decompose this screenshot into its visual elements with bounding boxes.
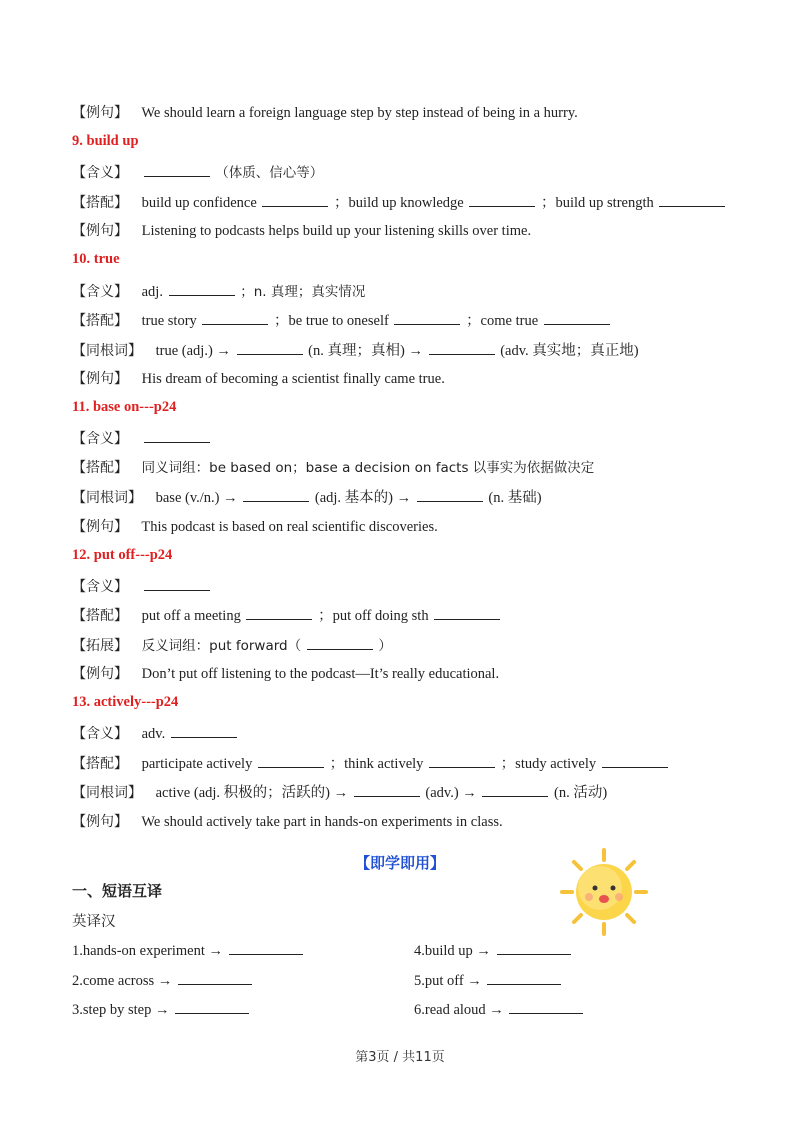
meaning-line — [72, 162, 323, 183]
page-footer: 第3页 / 共11页 — [355, 1050, 445, 1065]
tag-label: 【例句】 — [72, 814, 128, 830]
exercise-prompt: 2.come across → — [72, 973, 173, 989]
exercise-item — [414, 970, 563, 990]
answer-blank[interactable] — [497, 940, 571, 955]
answer-blank[interactable] — [144, 162, 210, 177]
cognate-text: (n. 真理；真相) → — [308, 343, 423, 359]
extension-line — [72, 635, 392, 656]
meaning-text: （体质、信心等） — [215, 165, 324, 181]
extension-text: 反义词组：put forward（ — [141, 638, 302, 654]
sub-title: 英译汉 — [72, 914, 116, 930]
example-line — [72, 517, 438, 537]
example-line — [72, 812, 503, 832]
collocation-text: ；study actively — [500, 756, 597, 772]
tag-label: 【搭配】 — [72, 460, 128, 476]
answer-blank[interactable] — [482, 782, 548, 797]
entry-heading: 10. true — [72, 251, 120, 267]
collocation-line — [72, 753, 670, 774]
tag-label: 【含义】 — [72, 431, 128, 447]
answer-blank[interactable] — [487, 970, 561, 985]
collocation-text: 同义词组：be based on；base a decision on facts 以事实为依据做决定 — [141, 460, 595, 476]
collocation-line — [72, 458, 594, 478]
tag-label: 【例句】 — [72, 105, 128, 121]
answer-blank[interactable] — [394, 310, 460, 325]
example-line — [72, 103, 578, 123]
tag-label: 【同根词】 — [72, 343, 142, 359]
answer-blank[interactable] — [246, 605, 312, 620]
example-text: Don’t put off listening to the podcast—It’s really educational. — [141, 666, 500, 682]
answer-blank[interactable] — [144, 576, 210, 591]
example-text: Listening to podcasts helps build up your listening skills over time. — [141, 223, 532, 239]
tag-label: 【例句】 — [72, 371, 128, 387]
cognate-text: (adv.) → — [425, 785, 477, 801]
exercise-prompt: 3.step by step → — [72, 1002, 170, 1018]
answer-blank[interactable] — [229, 940, 303, 955]
tag-label: 【含义】 — [72, 726, 128, 742]
collocation-text: ；build up strength — [540, 195, 654, 211]
cognate-line — [72, 782, 607, 803]
answer-blank[interactable] — [202, 310, 268, 325]
tag-label: 【含义】 — [72, 579, 128, 595]
example-text: We should learn a foreign language step by step instead of being in a hurry. — [141, 105, 578, 121]
example-line — [72, 221, 531, 241]
answer-blank[interactable] — [429, 340, 495, 355]
entry-heading: 13. actively---p24 — [72, 694, 179, 710]
collocation-text: participate actively — [141, 756, 253, 772]
cognate-text: (n. 基础) — [488, 490, 542, 506]
tag-label: 【含义】 — [72, 165, 128, 181]
answer-blank[interactable] — [434, 605, 500, 620]
meaning-text: ；n. 真理；真实情况 — [240, 284, 366, 300]
tag-label: 【搭配】 — [72, 195, 128, 211]
tag-label: 【搭配】 — [72, 756, 128, 772]
collocation-text: ；put off doing sth — [318, 608, 429, 624]
exercise-prompt: 1.hands-on experiment → — [72, 943, 224, 959]
cognate-text: (n. 活动) — [554, 785, 608, 801]
part-title: 一、短语互译 — [72, 882, 163, 900]
meaning-line — [72, 576, 212, 597]
cognate-text: true (adj.) → — [155, 343, 231, 359]
collocation-text: build up confidence — [141, 195, 257, 211]
answer-blank[interactable] — [417, 487, 483, 502]
answer-blank[interactable] — [509, 999, 583, 1014]
meaning-line — [72, 723, 239, 744]
answer-blank[interactable] — [171, 723, 237, 738]
answer-blank[interactable] — [258, 753, 324, 768]
meaning-text: adj. — [141, 284, 163, 300]
collocation-text: ；come true — [466, 313, 539, 329]
cognate-line — [72, 487, 542, 508]
exercise-prompt: 4.build up → — [414, 943, 491, 959]
extension-text: ） — [378, 638, 392, 654]
answer-blank[interactable] — [602, 753, 668, 768]
tag-label: 【例句】 — [72, 223, 128, 239]
example-text: This podcast is based on real scientific discoveries. — [141, 519, 438, 535]
tag-label: 【例句】 — [72, 519, 128, 535]
example-line — [72, 369, 445, 389]
answer-blank[interactable] — [175, 999, 249, 1014]
exercise-item — [72, 970, 254, 990]
tag-label: 【搭配】 — [72, 608, 128, 624]
example-text: His dream of becoming a scientist finally came true. — [141, 371, 445, 387]
cognate-text: (adv. 真实地；真正地) — [500, 343, 639, 359]
exercise-item — [72, 940, 305, 960]
tag-label: 【含义】 — [72, 284, 128, 300]
collocation-text: true story — [141, 313, 197, 329]
collocation-line — [72, 310, 612, 331]
cognate-line — [72, 340, 639, 361]
answer-blank[interactable] — [169, 281, 235, 296]
exercise-item — [72, 999, 251, 1019]
answer-blank[interactable] — [354, 782, 420, 797]
meaning-text: adv. — [141, 726, 166, 742]
example-line — [72, 664, 499, 684]
answer-blank[interactable] — [469, 192, 535, 207]
collocation-text: ；be true to oneself — [274, 313, 389, 329]
exercise-item — [414, 999, 585, 1019]
entry-heading: 11. base on---p24 — [72, 399, 177, 415]
answer-blank[interactable] — [544, 310, 610, 325]
answer-blank[interactable] — [178, 970, 252, 985]
answer-blank[interactable] — [262, 192, 328, 207]
cognate-text: active (adj. 积极的；活跃的) → — [155, 785, 349, 801]
collocation-line — [72, 605, 502, 626]
example-text: We should actively take part in hands-on experiments in class. — [141, 814, 503, 830]
tag-label: 【拓展】 — [72, 638, 128, 654]
answer-blank[interactable] — [237, 340, 303, 355]
entry-heading: 9. build up — [72, 133, 139, 149]
collocation-text: ；build up knowledge — [334, 195, 464, 211]
meaning-line — [72, 428, 212, 449]
answer-blank[interactable] — [659, 192, 725, 207]
sun-illustration-icon — [556, 846, 652, 938]
collocation-text: put off a meeting — [141, 608, 241, 624]
exercise-prompt: 6.read aloud → — [414, 1002, 504, 1018]
answer-blank[interactable] — [144, 428, 210, 443]
tag-label: 【例句】 — [72, 666, 128, 682]
answer-blank[interactable] — [243, 487, 309, 502]
answer-blank[interactable] — [429, 753, 495, 768]
section-title: 【即学即用】 — [354, 854, 445, 872]
cognate-text: base (v./n.) → — [155, 490, 238, 506]
entry-heading: 12. put off---p24 — [72, 547, 173, 563]
tag-label: 【同根词】 — [72, 785, 142, 801]
tag-label: 【同根词】 — [72, 490, 142, 506]
answer-blank[interactable] — [307, 635, 373, 650]
meaning-line — [72, 281, 365, 302]
exercise-prompt: 5.put off → — [414, 973, 482, 989]
cognate-text: (adj. 基本的) → — [314, 490, 412, 506]
exercise-item — [414, 940, 573, 960]
collocation-text: ；think actively — [329, 756, 424, 772]
collocation-line — [72, 192, 727, 213]
tag-label: 【搭配】 — [72, 313, 128, 329]
